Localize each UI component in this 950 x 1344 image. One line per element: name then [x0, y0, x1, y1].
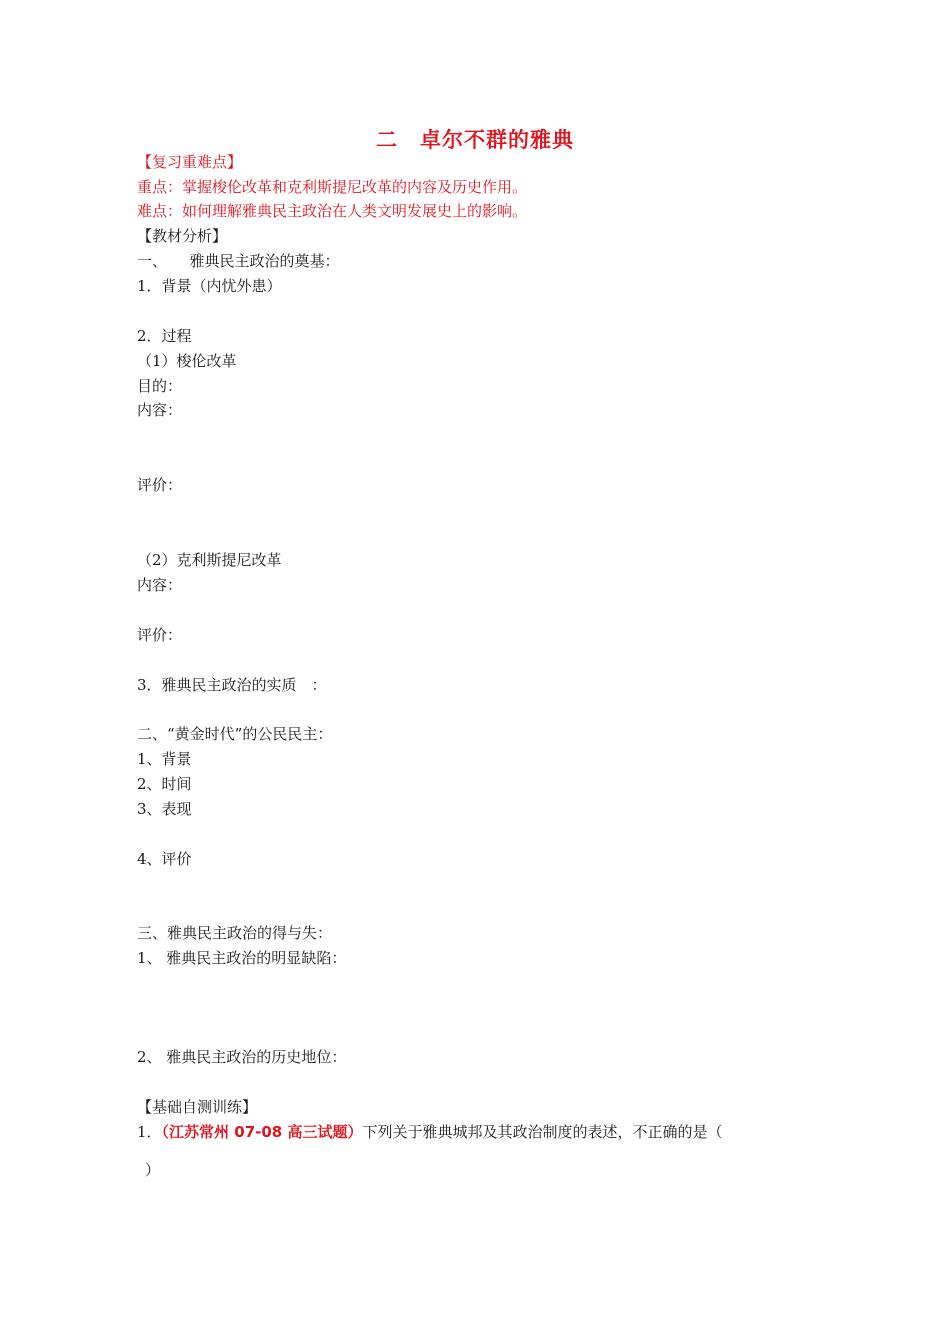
analysis-heading: 【教材分析】: [137, 227, 228, 245]
solon-purpose: 目的：: [137, 377, 183, 395]
cleisthenes-evaluation: 评价：: [137, 626, 183, 644]
question-1-number: 1．: [137, 1123, 162, 1141]
question-1-text: 下列关于雅典城邦及其政治制度的表述，不正确的是（: [362, 1123, 723, 1141]
section-2-performance: 3、表现: [137, 800, 192, 818]
question-1: [137, 1122, 722, 1142]
section-3-heading: 三、雅典民主政治的得与失：: [137, 924, 333, 942]
review-heading: 【复习重难点】: [137, 153, 243, 171]
section-1-process: 2．过程: [137, 327, 192, 345]
section-1-heading: 一、 雅典民主政治的奠基：: [137, 252, 340, 270]
cleisthenes-content: 内容：: [137, 576, 183, 594]
solon-evaluation: 评价：: [137, 476, 183, 494]
section-2-time: 2、时间: [137, 775, 192, 793]
section-2-evaluation: 4、评价: [137, 850, 192, 868]
section-1-background: 1．背景（内忧外患）: [137, 277, 282, 295]
solon-reform: （1）梭伦改革: [137, 352, 237, 370]
practice-heading: 【基础自测训练】: [137, 1098, 258, 1116]
question-1-close: ）: [145, 1161, 161, 1179]
section-2-heading: 二、“黄金时代”的公民民主：: [137, 725, 333, 743]
cleisthenes-reform: （2）克利斯提尼改革: [137, 551, 282, 569]
difficulty-point: 难点：如何理解雅典民主政治在人类文明发展史上的影响。: [137, 202, 528, 220]
section-3-status: 2、 雅典民主政治的历史地位：: [137, 1048, 347, 1066]
question-1-source: （江苏常州 07-08 高三试题）: [161, 1123, 363, 1141]
democracy-essence: 3．雅典民主政治的实质 ：: [137, 676, 327, 694]
key-point: 重点：掌握梭伦改革和克利斯提尼改革的内容及历史作用。: [137, 178, 528, 196]
section-2-background: 1、背景: [137, 750, 192, 768]
solon-content: 内容：: [137, 401, 183, 419]
page-title: 二 卓尔不群的雅典: [376, 128, 574, 152]
section-3-defects: 1、 雅典民主政治的明显缺陷：: [137, 949, 347, 967]
